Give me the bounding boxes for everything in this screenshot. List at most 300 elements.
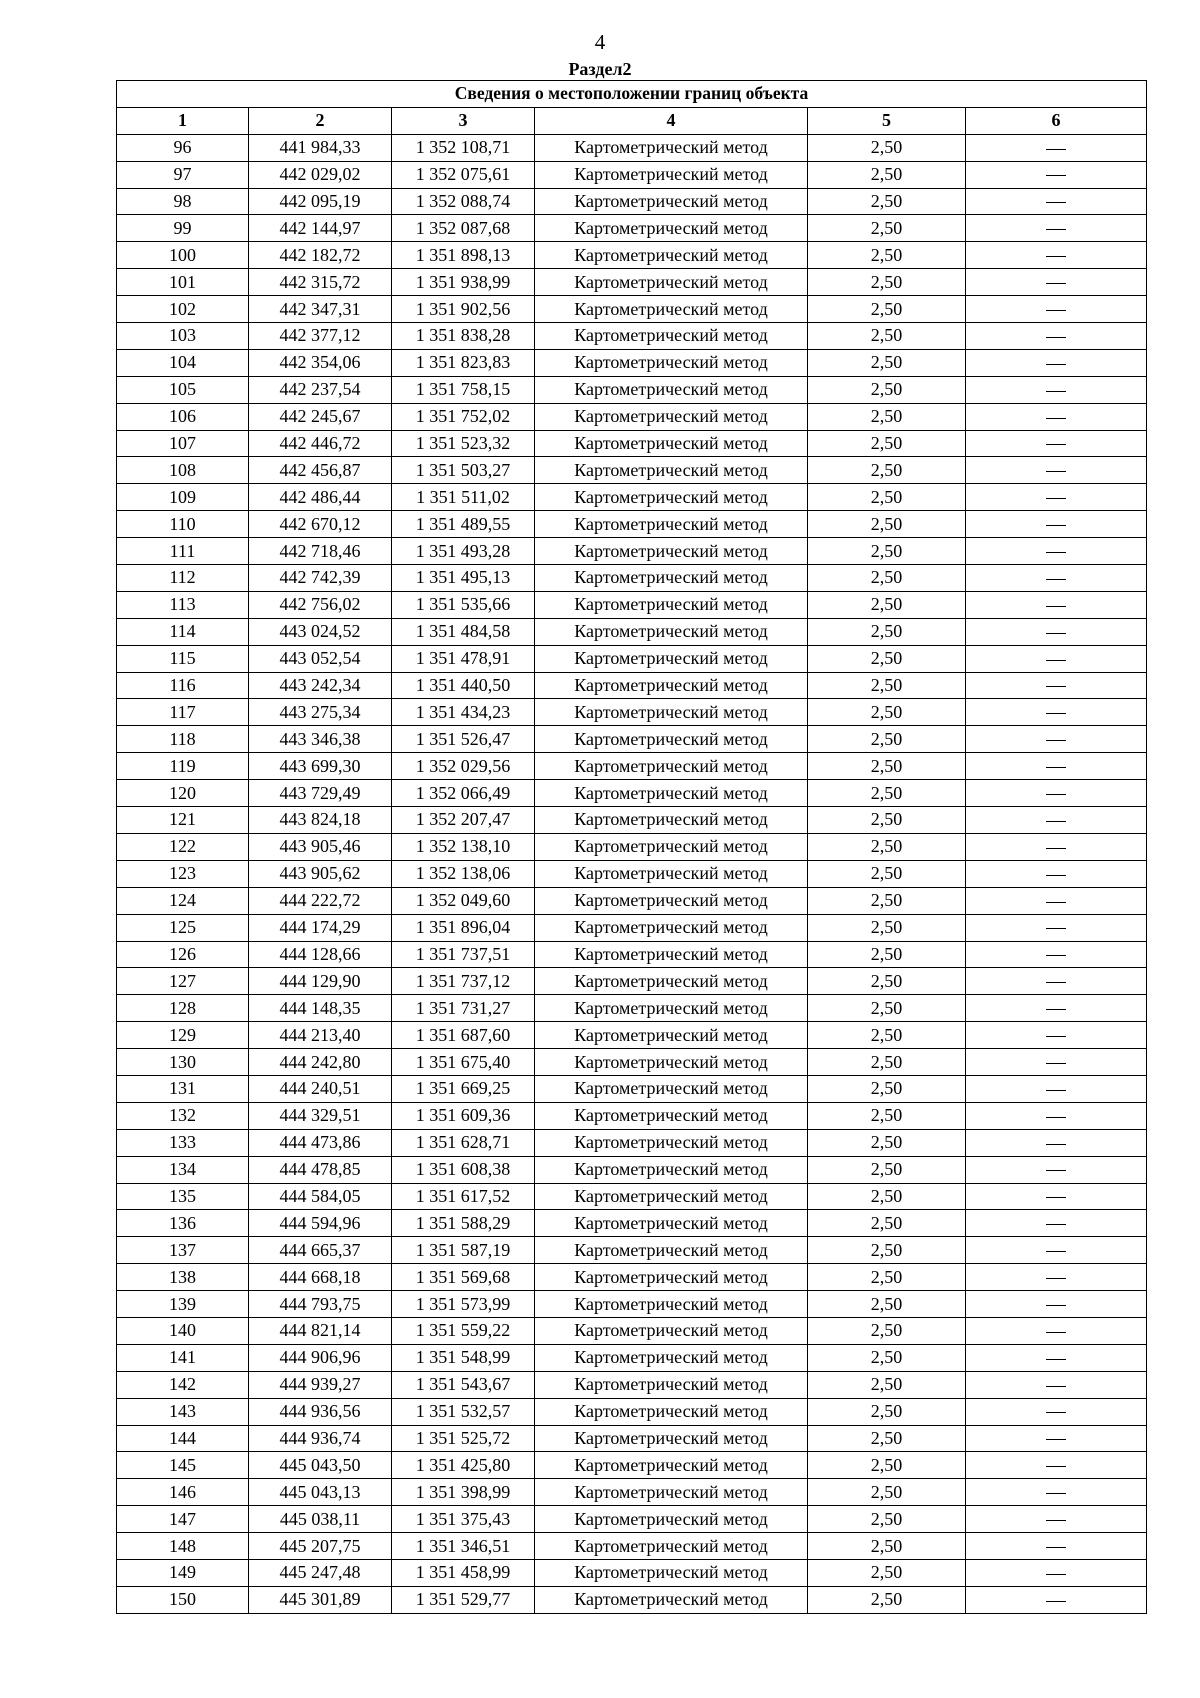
column-header: 1 xyxy=(117,107,249,134)
y-coordinate-cell: 1 351 425,80 xyxy=(392,1452,535,1479)
x-coordinate-cell: 443 242,34 xyxy=(249,672,392,699)
y-coordinate-cell: 1 351 758,15 xyxy=(392,376,535,403)
x-coordinate-cell: 445 043,13 xyxy=(249,1479,392,1506)
point-number-cell: 130 xyxy=(117,1049,249,1076)
empty-dash xyxy=(1046,740,1066,741)
method-cell: Картометрический метод xyxy=(535,323,808,350)
x-coordinate-cell: 443 729,49 xyxy=(249,780,392,807)
description-cell xyxy=(966,1156,1147,1183)
table-row xyxy=(117,645,1147,672)
x-coordinate-cell: 443 024,52 xyxy=(249,618,392,645)
x-coordinate-cell: 442 347,31 xyxy=(249,296,392,323)
method-cell: Картометрический метод xyxy=(535,484,808,511)
method-cell: Картометрический метод xyxy=(535,860,808,887)
precision-cell: 2,50 xyxy=(808,1398,966,1425)
table-row xyxy=(117,161,1147,188)
description-cell xyxy=(966,1183,1147,1210)
empty-dash xyxy=(1046,1117,1066,1118)
empty-dash xyxy=(1046,686,1066,687)
precision-cell: 2,50 xyxy=(808,645,966,672)
description-cell xyxy=(966,807,1147,834)
point-number-cell: 139 xyxy=(117,1291,249,1318)
y-coordinate-cell: 1 351 896,04 xyxy=(392,914,535,941)
point-number-cell: 112 xyxy=(117,565,249,592)
description-cell xyxy=(966,349,1147,376)
x-coordinate-cell: 444 939,27 xyxy=(249,1371,392,1398)
method-cell: Картометрический метод xyxy=(535,1586,808,1613)
method-cell: Картометрический метод xyxy=(535,1344,808,1371)
precision-cell: 2,50 xyxy=(808,1129,966,1156)
table-row xyxy=(117,484,1147,511)
table-row xyxy=(117,565,1147,592)
empty-dash xyxy=(1046,606,1066,607)
method-cell: Картометрический метод xyxy=(535,1317,808,1344)
precision-cell: 2,50 xyxy=(808,538,966,565)
x-coordinate-cell: 444 174,29 xyxy=(249,914,392,941)
empty-dash xyxy=(1046,579,1066,580)
x-coordinate-cell: 444 222,72 xyxy=(249,887,392,914)
y-coordinate-cell: 1 352 108,71 xyxy=(392,134,535,161)
precision-cell: 2,50 xyxy=(808,1533,966,1560)
method-cell: Картометрический метод xyxy=(535,457,808,484)
precision-cell: 2,50 xyxy=(808,1559,966,1586)
table-row xyxy=(117,618,1147,645)
x-coordinate-cell: 444 478,85 xyxy=(249,1156,392,1183)
description-cell xyxy=(966,995,1147,1022)
table-row xyxy=(117,1398,1147,1425)
table-row xyxy=(117,968,1147,995)
x-coordinate-cell: 444 936,74 xyxy=(249,1425,392,1452)
description-cell xyxy=(966,1479,1147,1506)
x-coordinate-cell: 444 594,96 xyxy=(249,1210,392,1237)
empty-dash xyxy=(1046,1197,1066,1198)
precision-cell: 2,50 xyxy=(808,565,966,592)
table-row xyxy=(117,457,1147,484)
y-coordinate-cell: 1 351 532,57 xyxy=(392,1398,535,1425)
y-coordinate-cell: 1 351 628,71 xyxy=(392,1129,535,1156)
precision-cell: 2,50 xyxy=(808,430,966,457)
point-number-cell: 146 xyxy=(117,1479,249,1506)
method-cell: Картометрический метод xyxy=(535,887,808,914)
y-coordinate-cell: 1 351 737,51 xyxy=(392,941,535,968)
point-number-cell: 97 xyxy=(117,161,249,188)
empty-dash xyxy=(1046,982,1066,983)
x-coordinate-cell: 442 237,54 xyxy=(249,376,392,403)
empty-dash xyxy=(1046,337,1066,338)
precision-cell: 2,50 xyxy=(808,1022,966,1049)
precision-cell: 2,50 xyxy=(808,376,966,403)
empty-dash xyxy=(1046,1144,1066,1145)
empty-dash xyxy=(1046,1520,1066,1521)
column-header: 4 xyxy=(535,107,808,134)
point-number-cell: 100 xyxy=(117,242,249,269)
x-coordinate-cell: 442 742,39 xyxy=(249,565,392,592)
point-number-cell: 125 xyxy=(117,914,249,941)
empty-dash xyxy=(1046,660,1066,661)
y-coordinate-cell: 1 352 066,49 xyxy=(392,780,535,807)
method-cell: Картометрический метод xyxy=(535,914,808,941)
table-row xyxy=(117,780,1147,807)
point-number-cell: 105 xyxy=(117,376,249,403)
description-cell xyxy=(966,1129,1147,1156)
y-coordinate-cell: 1 351 398,99 xyxy=(392,1479,535,1506)
y-coordinate-cell: 1 351 543,67 xyxy=(392,1371,535,1398)
point-number-cell: 104 xyxy=(117,349,249,376)
y-coordinate-cell: 1 351 938,99 xyxy=(392,269,535,296)
description-cell xyxy=(966,269,1147,296)
table-row xyxy=(117,1210,1147,1237)
empty-dash xyxy=(1046,1063,1066,1064)
precision-cell: 2,50 xyxy=(808,134,966,161)
description-cell xyxy=(966,1237,1147,1264)
description-cell xyxy=(966,1586,1147,1613)
table-row xyxy=(117,1479,1147,1506)
x-coordinate-cell: 442 377,12 xyxy=(249,323,392,350)
empty-dash xyxy=(1046,875,1066,876)
description-cell xyxy=(966,215,1147,242)
table-row xyxy=(117,1237,1147,1264)
empty-dash xyxy=(1046,1493,1066,1494)
description-cell xyxy=(966,699,1147,726)
point-number-cell: 124 xyxy=(117,887,249,914)
column-header-row xyxy=(117,107,1147,134)
empty-dash xyxy=(1046,1224,1066,1225)
description-cell xyxy=(966,887,1147,914)
precision-cell: 2,50 xyxy=(808,161,966,188)
empty-dash xyxy=(1046,552,1066,553)
x-coordinate-cell: 442 029,02 xyxy=(249,161,392,188)
point-number-cell: 106 xyxy=(117,403,249,430)
y-coordinate-cell: 1 351 503,27 xyxy=(392,457,535,484)
method-cell: Картометрический метод xyxy=(535,1398,808,1425)
point-number-cell: 116 xyxy=(117,672,249,699)
empty-dash xyxy=(1046,310,1066,311)
precision-cell: 2,50 xyxy=(808,941,966,968)
x-coordinate-cell: 444 584,05 xyxy=(249,1183,392,1210)
method-cell: Картометрический метод xyxy=(535,215,808,242)
description-cell xyxy=(966,1291,1147,1318)
point-number-cell: 103 xyxy=(117,323,249,350)
empty-dash xyxy=(1046,955,1066,956)
x-coordinate-cell: 444 148,35 xyxy=(249,995,392,1022)
y-coordinate-cell: 1 351 752,02 xyxy=(392,403,535,430)
empty-dash xyxy=(1046,229,1066,230)
point-number-cell: 111 xyxy=(117,538,249,565)
empty-dash xyxy=(1046,767,1066,768)
method-cell: Картометрический метод xyxy=(535,161,808,188)
point-number-cell: 148 xyxy=(117,1533,249,1560)
x-coordinate-cell: 442 354,06 xyxy=(249,349,392,376)
x-coordinate-cell: 444 906,96 xyxy=(249,1344,392,1371)
x-coordinate-cell: 442 718,46 xyxy=(249,538,392,565)
description-cell xyxy=(966,161,1147,188)
x-coordinate-cell: 443 905,46 xyxy=(249,833,392,860)
x-coordinate-cell: 443 699,30 xyxy=(249,753,392,780)
method-cell: Картометрический метод xyxy=(535,565,808,592)
table-row xyxy=(117,887,1147,914)
empty-dash xyxy=(1046,1009,1066,1010)
description-cell xyxy=(966,565,1147,592)
y-coordinate-cell: 1 352 138,10 xyxy=(392,833,535,860)
y-coordinate-cell: 1 352 049,60 xyxy=(392,887,535,914)
y-coordinate-cell: 1 351 823,83 xyxy=(392,349,535,376)
empty-dash xyxy=(1046,713,1066,714)
precision-cell: 2,50 xyxy=(808,1425,966,1452)
x-coordinate-cell: 442 486,44 xyxy=(249,484,392,511)
empty-dash xyxy=(1046,1251,1066,1252)
empty-dash xyxy=(1046,364,1066,365)
description-cell xyxy=(966,1506,1147,1533)
precision-cell: 2,50 xyxy=(808,887,966,914)
method-cell: Картометрический метод xyxy=(535,269,808,296)
precision-cell: 2,50 xyxy=(808,403,966,430)
empty-dash xyxy=(1046,1278,1066,1279)
empty-dash xyxy=(1046,202,1066,203)
y-coordinate-cell: 1 352 029,56 xyxy=(392,753,535,780)
x-coordinate-cell: 444 668,18 xyxy=(249,1264,392,1291)
precision-cell: 2,50 xyxy=(808,1452,966,1479)
description-cell xyxy=(966,618,1147,645)
y-coordinate-cell: 1 351 731,27 xyxy=(392,995,535,1022)
table-row xyxy=(117,1452,1147,1479)
empty-dash xyxy=(1046,848,1066,849)
table-row xyxy=(117,726,1147,753)
x-coordinate-cell: 442 315,72 xyxy=(249,269,392,296)
point-number-cell: 127 xyxy=(117,968,249,995)
table-row xyxy=(117,296,1147,323)
table-row xyxy=(117,242,1147,269)
description-cell xyxy=(966,645,1147,672)
precision-cell: 2,50 xyxy=(808,995,966,1022)
table-row xyxy=(117,753,1147,780)
table-row xyxy=(117,323,1147,350)
y-coordinate-cell: 1 351 375,43 xyxy=(392,1506,535,1533)
y-coordinate-cell: 1 351 440,50 xyxy=(392,672,535,699)
point-number-cell: 137 xyxy=(117,1237,249,1264)
empty-dash xyxy=(1046,1547,1066,1548)
table-row xyxy=(117,215,1147,242)
table-row xyxy=(117,1049,1147,1076)
precision-cell: 2,50 xyxy=(808,753,966,780)
table-row xyxy=(117,591,1147,618)
x-coordinate-cell: 442 144,97 xyxy=(249,215,392,242)
precision-cell: 2,50 xyxy=(808,349,966,376)
point-number-cell: 123 xyxy=(117,860,249,887)
description-cell xyxy=(966,672,1147,699)
table-row xyxy=(117,1586,1147,1613)
x-coordinate-cell: 445 301,89 xyxy=(249,1586,392,1613)
y-coordinate-cell: 1 351 495,13 xyxy=(392,565,535,592)
method-cell: Картометрический метод xyxy=(535,1049,808,1076)
x-coordinate-cell: 441 984,33 xyxy=(249,134,392,161)
description-cell xyxy=(966,403,1147,430)
table-row xyxy=(117,995,1147,1022)
precision-cell: 2,50 xyxy=(808,269,966,296)
precision-cell: 2,50 xyxy=(808,1075,966,1102)
empty-dash xyxy=(1046,1359,1066,1360)
page-number: 4 xyxy=(594,30,606,54)
precision-cell: 2,50 xyxy=(808,511,966,538)
y-coordinate-cell: 1 351 493,28 xyxy=(392,538,535,565)
y-coordinate-cell: 1 351 898,13 xyxy=(392,242,535,269)
method-cell: Картометрический метод xyxy=(535,1264,808,1291)
method-cell: Картометрический метод xyxy=(535,833,808,860)
empty-dash xyxy=(1046,794,1066,795)
method-cell: Картометрический метод xyxy=(535,1237,808,1264)
table-row xyxy=(117,1022,1147,1049)
empty-dash xyxy=(1046,1386,1066,1387)
column-header: 5 xyxy=(808,107,966,134)
point-number-cell: 145 xyxy=(117,1452,249,1479)
empty-dash xyxy=(1046,418,1066,419)
method-cell: Картометрический метод xyxy=(535,538,808,565)
y-coordinate-cell: 1 351 511,02 xyxy=(392,484,535,511)
method-cell: Картометрический метод xyxy=(535,1156,808,1183)
y-coordinate-cell: 1 351 902,56 xyxy=(392,296,535,323)
point-number-cell: 98 xyxy=(117,188,249,215)
empty-dash xyxy=(1046,175,1066,176)
precision-cell: 2,50 xyxy=(808,591,966,618)
description-cell xyxy=(966,484,1147,511)
method-cell: Картометрический метод xyxy=(535,403,808,430)
method-cell: Картометрический метод xyxy=(535,511,808,538)
empty-dash xyxy=(1046,821,1066,822)
method-cell: Картометрический метод xyxy=(535,699,808,726)
empty-dash xyxy=(1046,1036,1066,1037)
method-cell: Картометрический метод xyxy=(535,1102,808,1129)
precision-cell: 2,50 xyxy=(808,1264,966,1291)
description-cell xyxy=(966,1022,1147,1049)
method-cell: Картометрический метод xyxy=(535,1210,808,1237)
y-coordinate-cell: 1 351 675,40 xyxy=(392,1049,535,1076)
point-number-cell: 122 xyxy=(117,833,249,860)
empty-dash xyxy=(1046,1574,1066,1575)
x-coordinate-cell: 445 038,11 xyxy=(249,1506,392,1533)
description-cell xyxy=(966,860,1147,887)
description-cell xyxy=(966,1452,1147,1479)
precision-cell: 2,50 xyxy=(808,672,966,699)
point-number-cell: 109 xyxy=(117,484,249,511)
description-cell xyxy=(966,968,1147,995)
table-row xyxy=(117,430,1147,457)
empty-dash xyxy=(1046,391,1066,392)
y-coordinate-cell: 1 351 559,22 xyxy=(392,1317,535,1344)
empty-dash xyxy=(1046,256,1066,257)
y-coordinate-cell: 1 351 529,77 xyxy=(392,1586,535,1613)
x-coordinate-cell: 443 052,54 xyxy=(249,645,392,672)
description-cell xyxy=(966,753,1147,780)
section-title: Раздел2 xyxy=(568,59,632,79)
precision-cell: 2,50 xyxy=(808,1156,966,1183)
y-coordinate-cell: 1 351 573,99 xyxy=(392,1291,535,1318)
table-body xyxy=(117,134,1147,1613)
table-row xyxy=(117,1317,1147,1344)
y-coordinate-cell: 1 351 617,52 xyxy=(392,1183,535,1210)
point-number-cell: 101 xyxy=(117,269,249,296)
precision-cell: 2,50 xyxy=(808,833,966,860)
empty-dash xyxy=(1046,1412,1066,1413)
precision-cell: 2,50 xyxy=(808,780,966,807)
precision-cell: 2,50 xyxy=(808,618,966,645)
precision-cell: 2,50 xyxy=(808,726,966,753)
column-header: 2 xyxy=(249,107,392,134)
description-cell xyxy=(966,1344,1147,1371)
precision-cell: 2,50 xyxy=(808,242,966,269)
description-cell xyxy=(966,323,1147,350)
y-coordinate-cell: 1 351 687,60 xyxy=(392,1022,535,1049)
x-coordinate-cell: 443 905,62 xyxy=(249,860,392,887)
point-number-cell: 121 xyxy=(117,807,249,834)
precision-cell: 2,50 xyxy=(808,296,966,323)
x-coordinate-cell: 444 665,37 xyxy=(249,1237,392,1264)
description-cell xyxy=(966,538,1147,565)
method-cell: Картометрический метод xyxy=(535,1022,808,1049)
x-coordinate-cell: 444 821,14 xyxy=(249,1317,392,1344)
point-number-cell: 128 xyxy=(117,995,249,1022)
x-coordinate-cell: 443 824,18 xyxy=(249,807,392,834)
description-cell xyxy=(966,430,1147,457)
point-number-cell: 132 xyxy=(117,1102,249,1129)
y-coordinate-cell: 1 351 535,66 xyxy=(392,591,535,618)
column-header: 3 xyxy=(392,107,535,134)
x-coordinate-cell: 442 670,12 xyxy=(249,511,392,538)
precision-cell: 2,50 xyxy=(808,807,966,834)
point-number-cell: 114 xyxy=(117,618,249,645)
method-cell: Картометрический метод xyxy=(535,1479,808,1506)
x-coordinate-cell: 443 275,34 xyxy=(249,699,392,726)
y-coordinate-cell: 1 351 588,29 xyxy=(392,1210,535,1237)
empty-dash xyxy=(1046,471,1066,472)
y-coordinate-cell: 1 352 207,47 xyxy=(392,807,535,834)
method-cell: Картометрический метод xyxy=(535,941,808,968)
empty-dash xyxy=(1046,1305,1066,1306)
y-coordinate-cell: 1 352 138,06 xyxy=(392,860,535,887)
method-cell: Картометрический метод xyxy=(535,1425,808,1452)
precision-cell: 2,50 xyxy=(808,1183,966,1210)
method-cell: Картометрический метод xyxy=(535,296,808,323)
column-header: 6 xyxy=(966,107,1147,134)
precision-cell: 2,50 xyxy=(808,914,966,941)
precision-cell: 2,50 xyxy=(808,1506,966,1533)
precision-cell: 2,50 xyxy=(808,1102,966,1129)
precision-cell: 2,50 xyxy=(808,457,966,484)
point-number-cell: 133 xyxy=(117,1129,249,1156)
x-coordinate-cell: 444 936,56 xyxy=(249,1398,392,1425)
empty-dash xyxy=(1046,1090,1066,1091)
table-row xyxy=(117,349,1147,376)
method-cell: Картометрический метод xyxy=(535,376,808,403)
description-cell xyxy=(966,914,1147,941)
point-number-cell: 96 xyxy=(117,134,249,161)
method-cell: Картометрический метод xyxy=(535,349,808,376)
x-coordinate-cell: 444 240,51 xyxy=(249,1075,392,1102)
table-row xyxy=(117,134,1147,161)
empty-dash xyxy=(1046,902,1066,903)
precision-cell: 2,50 xyxy=(808,484,966,511)
table-row xyxy=(117,403,1147,430)
precision-cell: 2,50 xyxy=(808,323,966,350)
table-row xyxy=(117,672,1147,699)
x-coordinate-cell: 442 446,72 xyxy=(249,430,392,457)
y-coordinate-cell: 1 351 346,51 xyxy=(392,1533,535,1560)
table-row xyxy=(117,1371,1147,1398)
point-number-cell: 115 xyxy=(117,645,249,672)
y-coordinate-cell: 1 351 434,23 xyxy=(392,699,535,726)
method-cell: Картометрический метод xyxy=(535,618,808,645)
point-number-cell: 117 xyxy=(117,699,249,726)
table-row xyxy=(117,1156,1147,1183)
description-cell xyxy=(966,1533,1147,1560)
